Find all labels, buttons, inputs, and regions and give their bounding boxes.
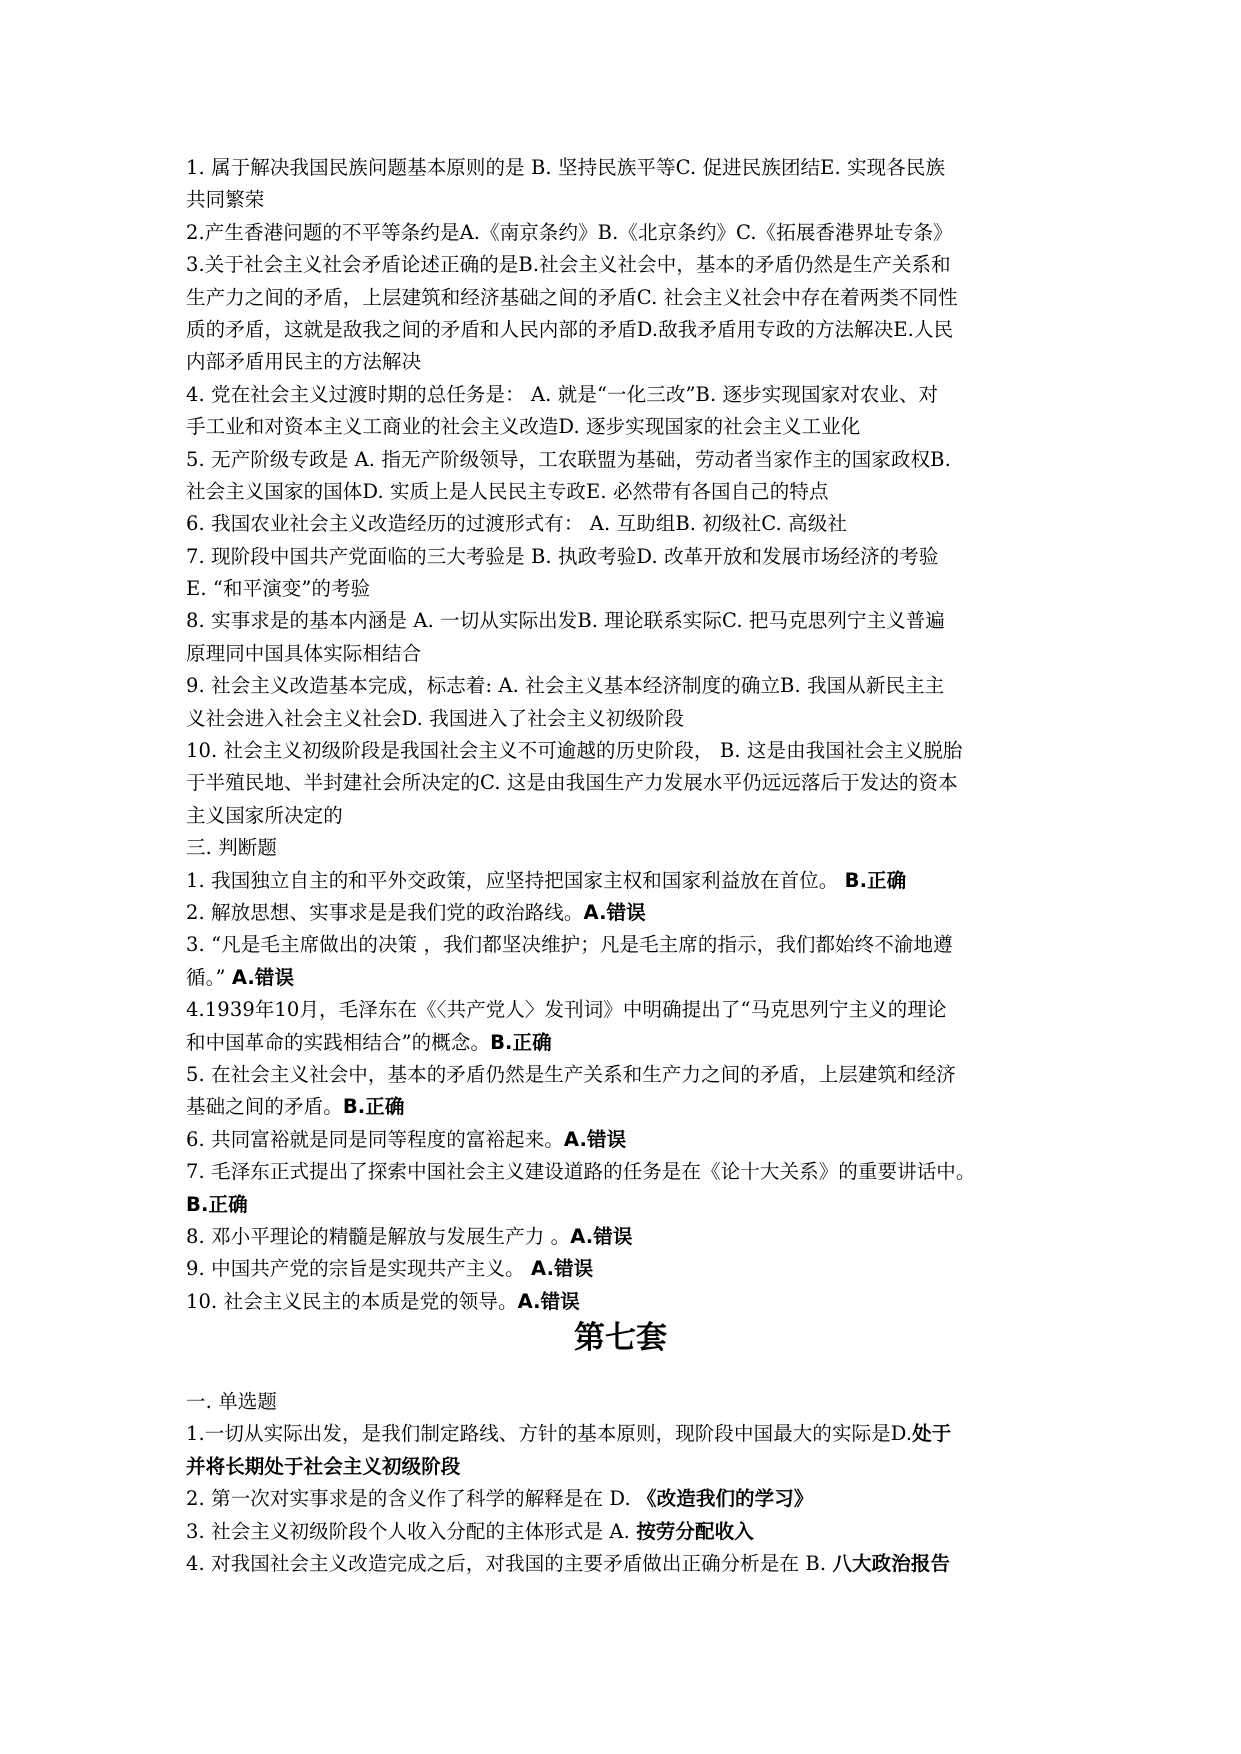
line-text: 9. 社会主义改造基本完成，标志着: A. 社会主义基本经济制度的确立B. 我国从新民主主 bbox=[186, 674, 945, 698]
text-line bbox=[186, 1483, 1066, 1515]
text-line bbox=[186, 865, 1066, 897]
text-line bbox=[186, 411, 1066, 443]
text-line bbox=[186, 638, 1066, 670]
line-text: 10. 社会主义初级阶段是我国社会主义不可逾越的历史阶段， B. 这是由我国社会主义脱胎 bbox=[186, 739, 963, 763]
question-block-set-seven bbox=[186, 1386, 1066, 1580]
answer-text: A.错误 bbox=[570, 1224, 633, 1248]
text-line bbox=[186, 1124, 1066, 1156]
line-text: 2. 第一次对实事求是的含义作了科学的解释是在 D. bbox=[186, 1487, 638, 1511]
line-text: 社会主义国家的国体D. 实质上是人民民主专政E. 必然带有各国自己的特点 bbox=[186, 479, 829, 503]
line-text: 原理同中国具体实际相结合 bbox=[186, 641, 422, 665]
line-text: 8. 实事求是的基本内涵是 A. 一切从实际出发B. 理论联系实际C. 把马克思列宁主义普遍 bbox=[186, 609, 945, 633]
answer-text: A.错误 bbox=[583, 900, 646, 924]
answer-text: 八大政治报告 bbox=[832, 1551, 951, 1575]
text-line bbox=[186, 929, 1066, 961]
text-line bbox=[186, 897, 1066, 929]
text-line bbox=[186, 605, 1066, 637]
text-line bbox=[186, 217, 1066, 249]
text-line bbox=[186, 476, 1066, 508]
line-text: 6. 共同富裕就是同是同等程度的富裕起来。 bbox=[186, 1127, 564, 1151]
text-line bbox=[186, 282, 1066, 314]
text-line bbox=[186, 832, 1066, 864]
text-line bbox=[186, 541, 1066, 573]
line-text: 2.产生香港问题的不平等条约是A.《南京条约》B.《北京条约》C.《拓展香港界址专条》 bbox=[186, 220, 953, 244]
text-line bbox=[186, 1253, 1066, 1285]
line-text: 4.1939年10月，毛泽东在《〈共产党人〉发刊词》中明确提出了“马克思列宁主义的理论 bbox=[186, 998, 947, 1022]
line-text: 三. 判断题 bbox=[186, 836, 277, 860]
line-text: 2. 解放思想、实事求是是我们党的政治路线。 bbox=[186, 900, 584, 924]
text-line bbox=[186, 1418, 1066, 1450]
answer-text: A.错误 bbox=[231, 965, 295, 989]
answer-text: A.错误 bbox=[563, 1127, 627, 1151]
line-text: 质的矛盾，这就是敌我之间的矛盾和人民内部的矛盾D.敌我矛盾用专政的方法解决E.人民 bbox=[186, 317, 954, 341]
text-line bbox=[186, 994, 1066, 1026]
line-text: E. “和平演变”的考验 bbox=[186, 577, 371, 601]
line-text: 6. 我国农业社会主义改造经历的过渡形式有： A. 互助组B. 初级社C. 高级社 bbox=[186, 512, 847, 536]
text-line bbox=[186, 962, 1066, 994]
line-text: 内部矛盾用民主的方法解决 bbox=[186, 350, 422, 374]
line-text: 9. 中国共产党的宗旨是实现共产主义。 bbox=[186, 1257, 532, 1281]
text-line bbox=[186, 444, 1066, 476]
text-line bbox=[186, 573, 1066, 605]
text-line bbox=[186, 1189, 1066, 1221]
answer-text: A.错误 bbox=[517, 1289, 580, 1313]
line-text: 1. 属于解决我国民族问题基本原则的是 B. 坚持民族平等C. 促进民族团结E. 实现各民族 bbox=[186, 156, 946, 179]
line-text: 主义国家所决定的 bbox=[186, 803, 343, 827]
text-line bbox=[186, 1516, 1066, 1548]
text-line bbox=[186, 767, 1066, 799]
line-text: 8. 邓小平理论的精髓是解放与发展生产力 。 bbox=[186, 1224, 571, 1248]
text-line bbox=[186, 1386, 1066, 1418]
answer-text: B.正确 bbox=[342, 1095, 405, 1119]
text-line bbox=[186, 1221, 1066, 1253]
text-line bbox=[186, 1548, 1066, 1580]
text-line bbox=[186, 1156, 1066, 1188]
line-text: 4. 党在社会主义过渡时期的总任务是： A. 就是“一化三改”B. 逐步实现国家对农业、对 bbox=[186, 382, 939, 406]
line-text: 义社会进入社会主义社会D. 我国进入了社会主义初级阶段 bbox=[186, 706, 685, 730]
text-line bbox=[186, 314, 1066, 346]
line-text: 基础之间的矛盾。 bbox=[186, 1095, 343, 1119]
answer-text: 处于 bbox=[912, 1422, 952, 1446]
text-line bbox=[186, 249, 1066, 281]
text-line bbox=[186, 1027, 1066, 1059]
answer-text: 《改造我们的学习》 bbox=[637, 1487, 814, 1511]
answer-text: A.错误 bbox=[531, 1257, 594, 1281]
section-title: 第七套 bbox=[574, 1320, 667, 1356]
line-text: 于半殖民地、半封建社会所决定的C. 这是由我国生产力发展水平仍远远落后于发达的资本 bbox=[186, 771, 958, 795]
text-line bbox=[186, 670, 1066, 702]
text-line bbox=[186, 379, 1066, 411]
line-text: 5. 在社会主义社会中，基本的矛盾仍然是生产关系和生产力之间的矛盾，上层建筑和经济 bbox=[186, 1062, 956, 1086]
line-text: 手工业和对资本主义工商业的社会主义改造D. 逐步实现国家的社会主义工业化 bbox=[186, 415, 861, 439]
line-text: 共同繁荣 bbox=[186, 188, 265, 212]
line-text: 循。” bbox=[186, 965, 232, 989]
text-line bbox=[186, 508, 1066, 540]
line-text: 3. 社会主义初级阶段个人收入分配的主体形式是 A. bbox=[186, 1519, 637, 1543]
answer-text: 并将长期处于社会主义初级阶段 bbox=[186, 1454, 461, 1478]
line-text: 3. “凡是毛主席做出的决策 ，我们都坚决维护；凡是毛主席的指示，我们都始终不渝地遵 bbox=[186, 933, 953, 957]
text-line bbox=[186, 800, 1066, 832]
text-line bbox=[186, 152, 1066, 184]
text-line bbox=[186, 184, 1066, 216]
answer-text: B.正确 bbox=[490, 1030, 552, 1054]
question-block-previous-set bbox=[186, 152, 1066, 1318]
text-line bbox=[186, 703, 1066, 735]
line-text: 1.一切从实际出发，是我们制定路线、方针的基本原则，现阶段中国最大的实际是D. bbox=[186, 1422, 913, 1446]
line-text: 3.关于社会主义社会矛盾论述正确的是B.社会主义社会中，基本的矛盾仍然是生产关系和 bbox=[186, 253, 951, 277]
text-line bbox=[186, 1286, 1066, 1318]
line-text: 10. 社会主义民主的本质是党的领导。 bbox=[186, 1289, 518, 1313]
answer-text: B.正确 bbox=[186, 1192, 248, 1216]
line-text: 7. 毛泽东正式提出了探索中国社会主义建设道路的任务是在《论十大关系》的重要讲话中。 bbox=[186, 1160, 976, 1184]
answer-text: 按劳分配收入 bbox=[636, 1519, 754, 1543]
text-line bbox=[186, 1059, 1066, 1091]
text-line bbox=[186, 735, 1066, 767]
text-line bbox=[186, 1091, 1066, 1123]
line-text: 一. 单选题 bbox=[186, 1390, 277, 1413]
line-text: 1. 我国独立自主的和平外交政策，应坚持把国家主权和国家利益放在首位。 bbox=[186, 868, 845, 892]
line-text: 5. 无产阶级专政是 A. 指无产阶级领导，工农联盟为基础，劳动者当家作主的国家政权B. bbox=[186, 447, 951, 471]
answer-text: B.正确 bbox=[844, 868, 907, 892]
line-text: 7. 现阶段中国共产党面临的三大考验是 B. 执政考验D. 改革开放和发展市场经济的考验 bbox=[186, 544, 939, 568]
text-line bbox=[186, 1451, 1066, 1483]
line-text: 和中国革命的实践相结合”的概念。 bbox=[186, 1030, 491, 1054]
text-line bbox=[186, 346, 1066, 378]
line-text: 4. 对我国社会主义改造完成之后，对我国的主要矛盾做出正确分析是在 B. bbox=[186, 1551, 833, 1575]
line-text: 生产力之间的矛盾，上层建筑和经济基础之间的矛盾C. 社会主义社会中存在着两类不同性 bbox=[186, 285, 958, 309]
